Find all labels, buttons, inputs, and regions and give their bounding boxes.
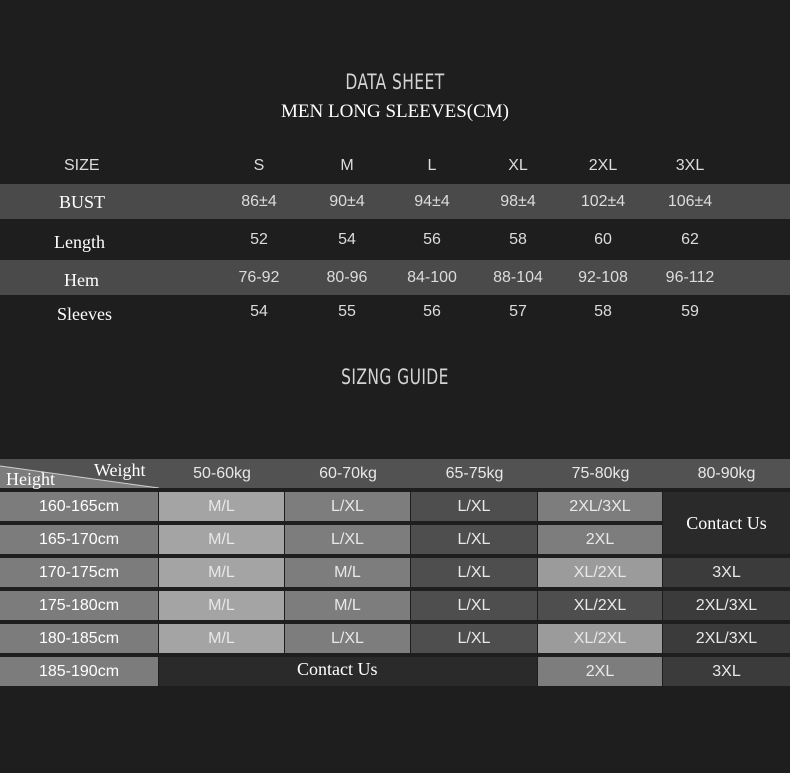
cell-value: 52 (250, 231, 268, 248)
size-header-label: SIZE (64, 157, 100, 174)
cell-value: 55 (338, 303, 356, 320)
cell-value: 88-104 (493, 269, 543, 286)
data-sheet-subtitle: MEN LONG SLEEVES(CM) (281, 101, 509, 122)
height-header-label: Height (6, 469, 55, 489)
size-cell: L/XL (411, 492, 537, 521)
cell-value: 80-96 (326, 269, 368, 286)
height-row-label: 160-165cm (0, 492, 158, 521)
weight-col-header: 60-70kg (319, 464, 377, 482)
size-cell: L/XL (411, 558, 537, 587)
cell-value: 98±4 (500, 193, 536, 210)
weight-col-header: 50-60kg (193, 464, 251, 482)
size-cell: 2XL (538, 657, 662, 686)
cell-value: 92-108 (578, 269, 628, 286)
row-label-hem: Hem (64, 270, 99, 290)
size-cell: XL/2XL (538, 558, 662, 587)
height-row-label: 170-175cm (0, 558, 158, 587)
size-cell: L/XL (285, 525, 410, 554)
size-header-xl: XL (508, 157, 528, 174)
size-header-s: S (253, 157, 265, 174)
size-cell: XL/2XL (538, 624, 662, 653)
data-sheet-title: DATA SHEET (345, 70, 445, 94)
size-cell: 2XL/3XL (663, 591, 790, 620)
row-label-bust: BUST (59, 192, 106, 212)
size-cell: L/XL (411, 525, 537, 554)
weight-col-header: 80-90kg (697, 464, 756, 482)
cell-value: 54 (338, 231, 356, 248)
size-cell: 2XL/3XL (663, 624, 790, 653)
size-cell: L/XL (285, 492, 410, 521)
weight-header-label: Weight (94, 460, 146, 480)
cell-value: 106±4 (667, 193, 713, 210)
size-header-m: M (340, 157, 354, 174)
row-label-sleeves: Sleeves (57, 304, 112, 324)
cell-value: 60 (594, 231, 612, 248)
weight-col-header: 75-80kg (571, 464, 630, 482)
size-cell: 2XL (538, 525, 662, 554)
size-cell: M/L (159, 624, 284, 653)
cell-value: 96-112 (665, 269, 715, 286)
contact-us-cell: Contact Us (159, 657, 537, 686)
size-cell: L/XL (411, 591, 537, 620)
cell-value: 58 (594, 303, 612, 320)
size-cell: M/L (159, 591, 284, 620)
weight-col-header: 65-75kg (445, 464, 504, 482)
cell-value: 76-92 (238, 269, 280, 286)
size-cell: M/L (285, 558, 410, 587)
sizing-guide-title: SIZNG GUIDE (341, 365, 449, 389)
height-row-label: 175-180cm (0, 591, 158, 620)
size-cell: XL/2XL (538, 591, 662, 620)
cell-value: 57 (509, 303, 527, 320)
size-header-3xl: 3XL (675, 157, 705, 174)
cell-value: 54 (250, 303, 268, 320)
cell-value: 94±4 (414, 193, 450, 210)
contact-us-cell: Contact Us (663, 492, 790, 554)
size-cell: M/L (159, 525, 284, 554)
cell-value: 59 (681, 303, 699, 320)
height-row-label: 165-170cm (0, 525, 158, 554)
size-cell: 2XL/3XL (538, 492, 662, 521)
size-cell: M/L (285, 591, 410, 620)
cell-value: 90±4 (329, 193, 365, 210)
cell-value: 86±4 (241, 193, 277, 210)
size-cell: L/XL (285, 624, 410, 653)
size-cell: 3XL (663, 558, 790, 587)
cell-value: 56 (423, 231, 441, 248)
size-cell: L/XL (411, 624, 537, 653)
size-cell: M/L (159, 492, 284, 521)
cell-value: 58 (509, 231, 527, 248)
size-cell: 3XL (663, 657, 790, 686)
cell-value: 56 (423, 303, 441, 320)
size-header-2xl: 2XL (588, 157, 618, 174)
cell-value: 62 (681, 231, 699, 248)
size-cell: M/L (159, 558, 284, 587)
size-header-l: L (427, 157, 437, 174)
height-row-label: 180-185cm (0, 624, 158, 653)
row-label-length: Length (54, 232, 105, 252)
height-row-label: 185-190cm (0, 657, 158, 686)
cell-value: 84-100 (407, 269, 457, 286)
cell-value: 102±4 (580, 193, 626, 210)
